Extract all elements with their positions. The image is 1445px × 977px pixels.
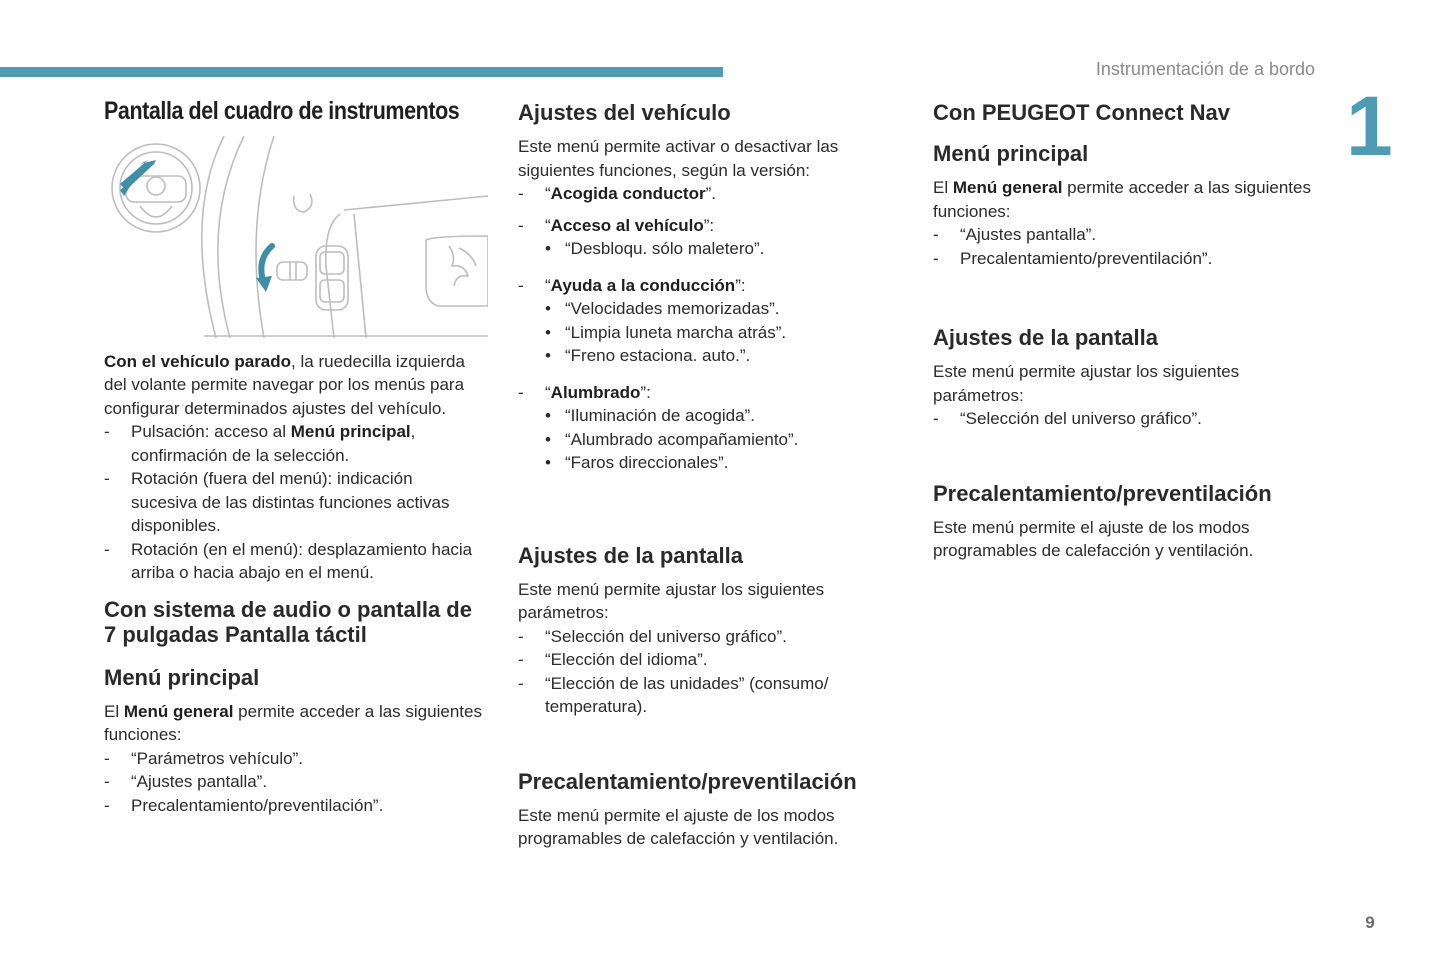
list-item: - “Ajustes pantalla”. (933, 223, 1313, 247)
list-item: - “Elección del idioma”. (518, 648, 898, 672)
header-accent-bar (0, 67, 723, 77)
screen-paragraph: Este menú permite ajustar los siguientes parámetros: (518, 579, 825, 622)
list-item (518, 214, 898, 238)
section-heading: Con PEUGEOT Connect Nav (933, 100, 1231, 125)
intro-paragraph (104, 350, 482, 421)
column-left (104, 97, 482, 817)
list-item: • “Limpia luneta marcha atrás”. (518, 321, 898, 345)
item-bold: Acceso al vehículo (550, 215, 704, 235)
text: permite acceder a las siguientes funciones: (933, 178, 1311, 221)
list-item: - “Selección del universo gráfico”. (518, 625, 898, 649)
item-bold: Acogida conductor (550, 184, 706, 203)
bold-text: Menú general (952, 178, 1063, 197)
item-text: , confirmación de la selección. (131, 422, 416, 465)
intro-paragraph: Este menú permite activar o desactivar las siguientes funciones, según la versión: (518, 137, 839, 180)
list-item: - “Elección de las unidades” (consumo/ temperatura). (518, 672, 898, 719)
sub-list (518, 237, 898, 261)
vehicle-settings-list (518, 274, 898, 298)
page-title: Pantalla del cuadro de instrumentos (104, 97, 460, 125)
list-item: - Precalentamiento/preventilación”. (933, 247, 1313, 271)
column-right (933, 100, 1313, 563)
item-text: Pulsación: acceso al (131, 422, 291, 441)
chapter-number: 1 (1346, 79, 1393, 173)
item-text: ”: (703, 215, 715, 235)
text: permite acceder a las siguientes funciones: (104, 701, 482, 744)
intro-text: , la ruedecilla izquierda del volante permite navegar por los menús para configurar determinados ajustes del vehículo. (104, 351, 465, 418)
page-number: 9 (1365, 913, 1375, 932)
quote: “ (545, 184, 551, 203)
list-item (518, 182, 898, 206)
preheat-paragraph: Este menú permite el ajuste de los modos programables de calefacción y ventilación. (518, 805, 839, 848)
section-heading: Ajustes de la pantalla (518, 542, 743, 568)
list-item (518, 381, 898, 405)
quote: “ (545, 275, 551, 295)
text: El (104, 701, 124, 721)
steering-wheel-illustration (104, 136, 488, 338)
vehicle-settings-list (518, 381, 898, 405)
list-item: • “Alumbrado acompañamiento”. (518, 428, 898, 452)
list-item: - Rotación (fuera del menú): indicación sucesiva de las distintas funciones activas disponibles. (104, 467, 482, 538)
list-item: - “Parámetros vehículo”. (104, 747, 482, 771)
screen-settings-list (933, 407, 1313, 431)
vehicle-settings-list (518, 214, 898, 238)
section-heading: Ajustes del vehículo (518, 100, 731, 125)
item-text: ”. (705, 184, 716, 203)
list-item: - “Selección del universo gráfico”. (933, 407, 1313, 431)
item-bold: Ayuda a la conducción (550, 275, 736, 295)
section-heading: Precalentamiento/preventilación (518, 768, 857, 794)
list-item: • “Faros direccionales”. (518, 451, 898, 475)
quote: “ (545, 215, 551, 235)
item-text: ”: (735, 275, 746, 295)
wheel-actions-list (104, 420, 482, 585)
menu-heading: Menú principal (104, 664, 260, 690)
section-heading: Ajustes de la pantalla (933, 325, 1158, 350)
preheat-paragraph: Este menú permite el ajuste de los modos programables de calefacción y ventilación. (933, 517, 1254, 560)
list-item (104, 420, 482, 467)
menu-paragraph (104, 700, 482, 747)
list-item: - Rotación (en el menú): desplazamiento hacia arriba o hacia abajo en el menú. (104, 538, 482, 585)
screen-paragraph: Este menú permite ajustar los siguientes parámetros: (933, 362, 1240, 405)
sub-list (518, 404, 898, 475)
sub-list (518, 297, 898, 368)
item-bold: Menú principal (290, 422, 411, 441)
column-middle (518, 100, 898, 851)
menu-list (933, 223, 1313, 270)
list-item: - “Ajustes pantalla”. (104, 770, 482, 794)
section-heading: Con sistema de audio o pantalla de 7 pulgadas Pantalla táctil (104, 596, 472, 647)
menu-list (104, 747, 482, 818)
text: El (933, 178, 953, 197)
item-text: ”: (640, 382, 651, 402)
list-item: - Precalentamiento/preventilación”. (104, 794, 482, 818)
section-heading: Precalentamiento/preventilación (933, 480, 1272, 506)
section-title: Instrumentación de a bordo (1095, 59, 1315, 79)
intro-bold: Con el vehículo parado (104, 351, 292, 371)
vehicle-settings-list (518, 182, 898, 206)
screen-settings-list (518, 625, 898, 719)
menu-paragraph (933, 176, 1313, 223)
bold-text: Menú general (123, 701, 234, 721)
item-bold: Alumbrado (550, 382, 641, 402)
quote: “ (545, 382, 551, 402)
menu-heading: Menú principal (933, 141, 1089, 166)
list-item: • “Iluminación de acogida”. (518, 404, 898, 428)
list-item: • “Desbloqu. sólo maletero”. (518, 237, 898, 261)
list-item: • “Velocidades memorizadas”. (518, 297, 898, 321)
list-item: • “Freno estaciona. auto.”. (518, 344, 898, 368)
list-item (518, 274, 898, 298)
